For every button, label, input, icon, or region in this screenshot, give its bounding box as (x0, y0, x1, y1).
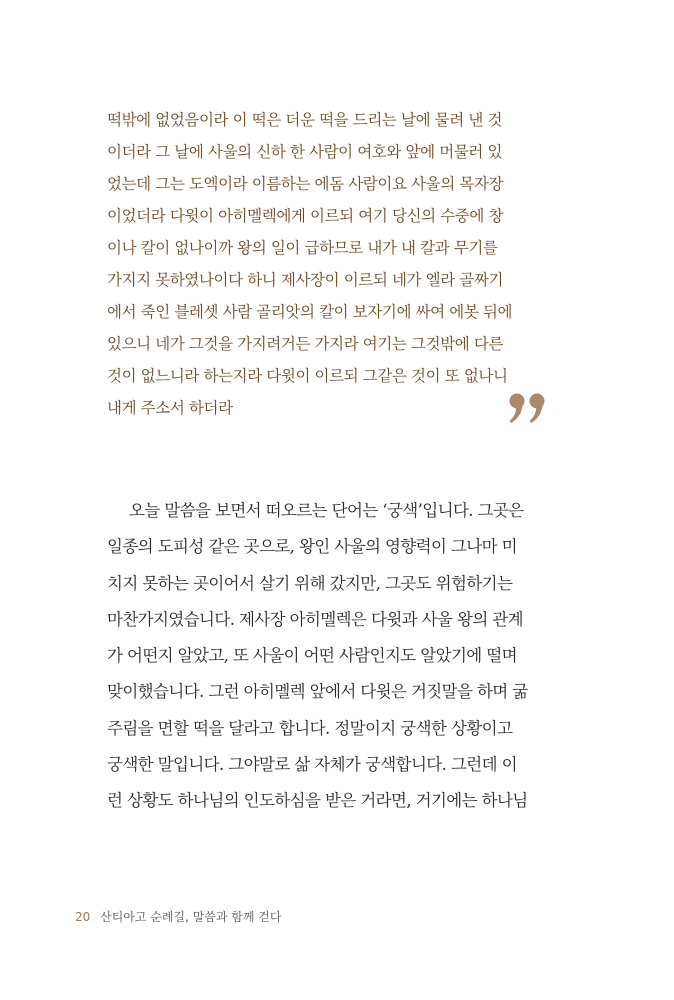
book-title: 산티아고 순례길, 말씀과 함께 걷다 (100, 910, 282, 924)
body-line: 오늘 말씀을 보면서 떠오르는 단어는 ‘궁색’입니다. 그곳은 (129, 501, 524, 520)
quote-line: 떡밖에 없었음이라 이 떡은 더운 떡을 드리는 날에 물려 낸 것 (107, 111, 503, 129)
body-line: 주림을 면할 떡을 달라고 합니다. 정말이지 궁색한 상황이고 (107, 718, 513, 738)
body-line: 치지 못하는 곳이어서 살기 위해 갔지만, 그곳도 위험하기는 (107, 573, 513, 593)
body-line: 맞이했습니다. 그런 아히멜렉 앞에서 다윗은 거짓말을 하며 굶 (107, 682, 528, 702)
body-line: 가 어떤지 알았고, 또 사울이 어떤 사람인지도 알았기에 떨며 (107, 646, 517, 666)
quote-line: 가지지 못하였나이다 하니 제사장이 이르되 네가 엘라 골짜기 (107, 271, 504, 289)
page-footer (75, 908, 281, 925)
quote-line: 이더라 그 날에 사울의 신하 한 사람이 여호와 앞에 머물러 있 (107, 143, 503, 161)
body-text (107, 493, 567, 820)
quote-line: 것이 없느니라 하는지라 다윗이 이르되 그같은 것이 또 없나니 (107, 367, 508, 385)
quote-line: 에서 죽인 블레셋 사람 골리앗의 칼이 보자기에 싸여 에봇 뒤에 (107, 303, 513, 321)
quote-line: 이나 칼이 없나이까 왕의 일이 급하므로 내가 내 칼과 무기를 (107, 239, 498, 257)
closing-quote-icon (508, 392, 548, 426)
body-line: 마찬가지였습니다. 제사장 아히멜렉은 다윗과 사울 왕의 관계 (107, 609, 523, 629)
body-line: 일종의 도피성 같은 곳으로, 왕인 사울의 영향력이 그나마 미 (107, 537, 517, 557)
quote-line: 이었더라 다윗이 아히멜렉에게 이르되 여기 당신의 수중에 창 (107, 207, 504, 225)
quote-line: 있으니 네가 그것을 가지려거든 가지라 여기는 그것밖에 다른 (107, 335, 504, 353)
body-line: 런 상황도 하나님의 인도하심을 받은 거라면, 거기에는 하나님 (107, 791, 528, 811)
quote-line: 내게 주소서 하더라 (107, 399, 233, 417)
body-line: 궁색한 말입니다. 그야말로 삶 자체가 궁색합니다. 그런데 이 (107, 755, 517, 775)
scripture-quote (107, 104, 567, 424)
page-number: 20 (75, 910, 91, 924)
quote-line: 었는데 그는 도엑이라 이름하는 에돔 사람이요 사울의 목자장 (107, 175, 504, 193)
